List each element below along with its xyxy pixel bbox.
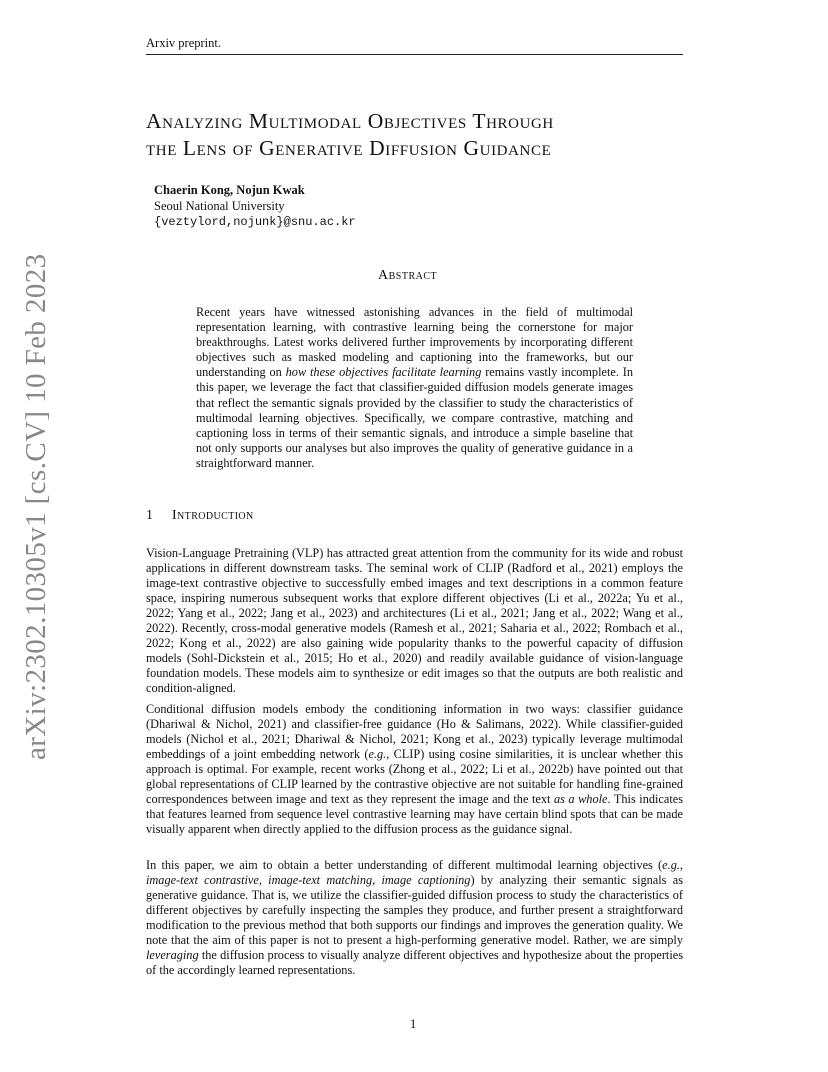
section-heading [146,508,254,524]
abstract-part-a: Recent years have witnessed astonishing advances in the field of multimodal representation learning, with contrastive learning being the cornerstone for major breakthroughs. Latest works delivered further improvements by incorporating different objectives such as masked modeling and captioning into the frameworks, but our understanding on [196,305,633,380]
p2-part-a: Conditional diffusion models embody the conditioning information in two ways: classifier guidance (Dhariwal & Nichol, 2021) and classifier-free guidance (Ho & Salimans, 2022). While classifier-guided models (Nichol et al., 2021; Dhariwal & Nichol, 2021; Kong et al., 2023) typically leverage multimodal embeddings of a joint embedding network ( [146,702,683,762]
p3-emphasis-1: e.g., image-text contrastive, image-text matching, image captioning [146,858,683,888]
p2-emphasis-1: e.g., [368,747,390,762]
paper-title [146,108,706,162]
p2-part-b: CLIP) using cosine similarities, it is unclear whether this approach is optimal. For example, recent works (Zhong et al., 2022; Li et al., 2022b) have pointed out that global representations of CLIP learned by the contrastive objective are not suitable for handling fine-grained correspondences between image and text as they represent the image and the text [146,747,683,807]
p3-part-a: In this paper, we aim to obtain a better understanding of different multimodal learning objectives ( [146,858,663,872]
abstract-emphasis: how these objectives facilitate learning [285,365,482,380]
title-line-1: Analyzing Multimodal Objectives Through [146,109,554,133]
p3-part-b: ) by analyzing their semantic signals as generative guidance. That is, we utilize the classifier-guided diffusion process to study the characteristics of different objectives by carefully inspecting the samples they produce, and further present a straightforward modification to the previous method that both supports our findings and improves the generation quality. We note that the aim of this paper is not to present a high-performing generative model. Rather, we are simply [146,873,683,948]
intro-paragraph-1: Vision-Language Pretraining (VLP) has attracted great attention from the community for its wide and robust applications in different downstream tasks. The seminal work of CLIP (Radford et al., 2021) employs the image-text contrastive objective to successfully embed images and text descriptions in a common feature space, inspiring numerous subsequent works that explore different objectives (Li et al., 2022a; Yu et al., 2022; Yang et al., 2022; Jang et al., 2023) and architectures (Li et al., 2021; Jang et al., 2022; Wang et al., 2022). Recently, cross-modal generative models (Ramesh et al., 2021; Saharia et al., 2022; Rombach et al., 2022; Kong et al., 2022) are also gaining wide popularity thanks to the powerful capacity of diffusion models (Sohl-Dickstein et al., 2015; Ho et al., 2020) and readily available guidance of vision-language foundation models. These models aim to synthesize or edit images so that the outputs are both realistic and condition-aligned. [146,546,683,696]
section-number: 1 [146,508,154,523]
author-names: Chaerin Kong, Nojun Kwak [154,183,305,197]
author-email[interactable]: {veztylord,nojunk}@snu.ac.kr [154,215,356,229]
abstract-heading: Abstract [378,268,438,283]
intro-paragraph-3 [146,858,683,978]
p3-emphasis-2: leveraging [146,948,199,963]
title-line-2: the Lens of Generative Diffusion Guidance [146,136,552,160]
p2-emphasis-2: as a whole [553,792,608,807]
abstract-text [196,305,633,471]
page-number: 1 [410,1017,417,1031]
intro-paragraph-2 [146,702,683,837]
p2-part-c: . This indicates that features learned from sequence level contrastive learning may have certain blind spots that can be made visually apparent when directly applied to the diffusion process as the guidance signal. [146,792,683,837]
p3-part-c: the diffusion process to visually analyze different objectives and hypothesize about the properties of the accordingly learned representations. [146,948,683,978]
section-title: Introduction [172,508,254,523]
abstract-part-b: remains vastly incomplete. In this paper, we leverage the fact that classifier-guided diffusion models generate images that reflect the semantic signals provided by the classifier to study the characteristics of multimodal learning objectives. Specifically, we compare contrastive, matching and captioning loss in terms of their semantic signals, and introduce a simple baseline that not only supports our analyses but also improves the quality of generative guidance in a straightforward manner. [196,365,633,470]
running-head: Arxiv preprint. [146,36,683,55]
author-block [154,182,356,230]
author-affiliation: Seoul National University [154,199,285,213]
arxiv-stamp: arXiv:2302.10305v1 [cs.CV] 10 Feb 2023 [20,253,52,760]
